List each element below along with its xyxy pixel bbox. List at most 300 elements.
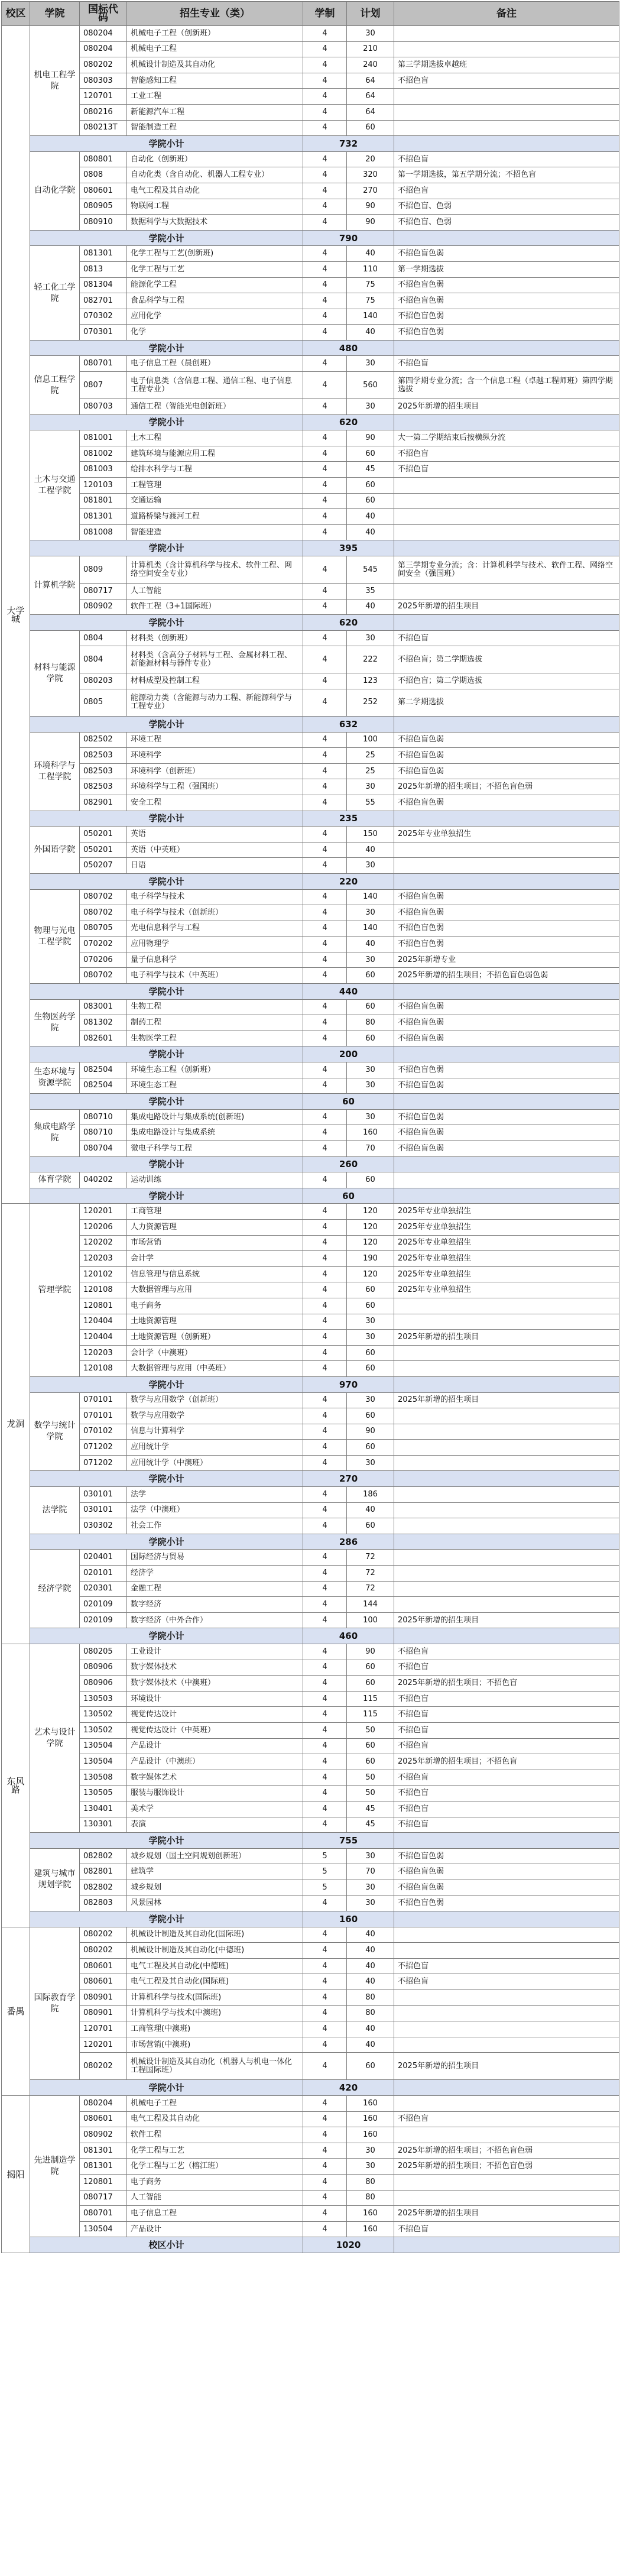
- subtotal-value: 160: [303, 1911, 394, 1927]
- duration-cell: 4: [303, 2111, 347, 2127]
- table-row: [2, 462, 619, 478]
- code-cell: 071202: [80, 1455, 127, 1471]
- duration-cell: 4: [303, 199, 347, 215]
- table-row: [2, 1974, 619, 1990]
- code-cell: 080601: [80, 1958, 127, 1974]
- code-cell: 120108: [80, 1361, 127, 1377]
- duration-cell: 5: [303, 1880, 347, 1895]
- major-cell: 产品设计: [127, 2221, 303, 2237]
- code-cell: 081301: [80, 246, 127, 262]
- code-cell: 081001: [80, 430, 127, 446]
- table-row: [2, 1298, 619, 1314]
- code-cell: 120801: [80, 1298, 127, 1314]
- notes-cell: [394, 2127, 619, 2143]
- table-row: [2, 937, 619, 952]
- code-cell: 080710: [80, 1125, 127, 1141]
- subtotal-notes: [394, 811, 619, 827]
- college-cell: 信息工程学院: [30, 356, 80, 414]
- plan-cell: 60: [347, 120, 394, 136]
- notes-cell: [394, 2190, 619, 2206]
- code-cell: 0813: [80, 261, 127, 277]
- major-cell: 机械设计制造及其自动化(中德班): [127, 1943, 303, 1959]
- notes-cell: 不招色盲: [394, 1770, 619, 1786]
- plan-cell: 115: [347, 1691, 394, 1707]
- duration-cell: 4: [303, 2221, 347, 2237]
- notes-cell: 不招色盲；第二学期选拔: [394, 646, 619, 673]
- duration-cell: 4: [303, 524, 347, 540]
- code-cell: 080204: [80, 26, 127, 42]
- plan-cell: 60: [347, 1518, 394, 1534]
- notes-cell: 不招色盲: [394, 1801, 619, 1817]
- duration-cell: 4: [303, 1361, 347, 1377]
- college-subtotal-row: [2, 230, 619, 246]
- notes-cell: [394, 41, 619, 57]
- duration-cell: 4: [303, 1078, 347, 1094]
- plan-cell: 80: [347, 2175, 394, 2191]
- duration-cell: 4: [303, 1219, 347, 1235]
- plan-cell: 30: [347, 2159, 394, 2175]
- notes-cell: [394, 1990, 619, 2006]
- college-subtotal-row: [2, 1046, 619, 1062]
- notes-cell: 不招色盲: [394, 151, 619, 167]
- major-cell: 电气工程及其自动化(中德班): [127, 1958, 303, 1974]
- code-cell: 120404: [80, 1330, 127, 1346]
- table-row: [2, 999, 619, 1015]
- plan-cell: 30: [347, 399, 394, 415]
- plan-cell: 64: [347, 73, 394, 89]
- table-row: [2, 1487, 619, 1503]
- duration-cell: 4: [303, 1722, 347, 1738]
- notes-cell: 不招色盲色弱: [394, 277, 619, 293]
- major-cell: 给排水科学与工程: [127, 462, 303, 478]
- major-cell: 电子科学与技术（创新班）: [127, 905, 303, 921]
- plan-cell: 60: [347, 1345, 394, 1361]
- plan-cell: 30: [347, 858, 394, 874]
- major-cell: 电子科学与技术: [127, 889, 303, 905]
- duration-cell: 4: [303, 1125, 347, 1141]
- plan-cell: 60: [347, 999, 394, 1015]
- code-cell: 0809: [80, 556, 127, 584]
- code-cell: 120701: [80, 89, 127, 105]
- table-row: [2, 478, 619, 494]
- table-row: [2, 2053, 619, 2080]
- code-cell: 080202: [80, 2053, 127, 2080]
- code-cell: 130401: [80, 1801, 127, 1817]
- code-cell: 081801: [80, 493, 127, 509]
- code-cell: 040202: [80, 1172, 127, 1188]
- notes-cell: 2025年专业单独招生: [394, 827, 619, 843]
- code-cell: 080702: [80, 968, 127, 984]
- header-notes: 备注: [394, 2, 619, 26]
- plan-cell: 190: [347, 1251, 394, 1267]
- duration-cell: 4: [303, 858, 347, 874]
- college-cell: 生态环境与资源学院: [30, 1062, 80, 1094]
- major-cell: 法学（中澳班）: [127, 1502, 303, 1518]
- plan-cell: 30: [347, 630, 394, 646]
- college-cell: 集成电路学院: [30, 1109, 80, 1156]
- subtotal-label: 学院小计: [30, 340, 303, 356]
- code-cell: 080901: [80, 2005, 127, 2021]
- duration-cell: 4: [303, 167, 347, 183]
- notes-cell: 2025年新增的招生项目；不招色盲色弱: [394, 2159, 619, 2175]
- plan-cell: 60: [347, 2053, 394, 2080]
- subtotal-value: 395: [303, 540, 394, 556]
- subtotal-label: 学院小计: [30, 873, 303, 889]
- table-row: [2, 584, 619, 600]
- notes-cell: [394, 524, 619, 540]
- duration-cell: 4: [303, 293, 347, 309]
- major-cell: 机械电子工程: [127, 2096, 303, 2112]
- code-cell: 082502: [80, 732, 127, 748]
- plan-cell: 25: [347, 748, 394, 764]
- table-row: [2, 1660, 619, 1676]
- notes-cell: 第一学期选拔: [394, 261, 619, 277]
- notes-cell: 2025年新增的招生项目: [394, 2206, 619, 2222]
- major-cell: 市场营销: [127, 1235, 303, 1251]
- table-row: [2, 73, 619, 89]
- table-row: [2, 968, 619, 984]
- major-cell: 机械设计制造及其自动化（机器人与机电一体化工程国际班）: [127, 2053, 303, 2080]
- subtotal-notes: [394, 1628, 619, 1644]
- code-cell: 082503: [80, 763, 127, 779]
- subtotal-notes: [394, 1046, 619, 1062]
- code-cell: 082504: [80, 1062, 127, 1078]
- duration-cell: 4: [303, 430, 347, 446]
- table-row: [2, 446, 619, 462]
- code-cell: 080213T: [80, 120, 127, 136]
- code-cell: 030101: [80, 1487, 127, 1503]
- notes-cell: [394, 842, 619, 858]
- notes-cell: 2025年专业单独招生: [394, 1204, 619, 1220]
- plan-cell: 60: [347, 1754, 394, 1770]
- table-row: [2, 905, 619, 921]
- notes-cell: [394, 1408, 619, 1424]
- code-cell: 070302: [80, 309, 127, 325]
- major-cell: 数字媒体艺术: [127, 1770, 303, 1786]
- notes-cell: 2025年新增的招生项目；不招色盲色弱色弱: [394, 968, 619, 984]
- duration-cell: 4: [303, 1345, 347, 1361]
- major-cell: 交通运输: [127, 493, 303, 509]
- notes-cell: [394, 1566, 619, 1582]
- major-cell: 计算机科学与技术(国际班): [127, 1990, 303, 2006]
- duration-cell: 4: [303, 1172, 347, 1188]
- plan-cell: 30: [347, 1895, 394, 1911]
- plan-cell: 90: [347, 1644, 394, 1660]
- subtotal-label: 学院小计: [30, 1833, 303, 1849]
- major-cell: 国际经济与贸易: [127, 1550, 303, 1566]
- duration-cell: 4: [303, 1298, 347, 1314]
- plan-cell: 45: [347, 1817, 394, 1833]
- plan-cell: 110: [347, 261, 394, 277]
- notes-cell: 第一学期选拔，第五学期分流；不招色盲: [394, 167, 619, 183]
- table-row: [2, 952, 619, 968]
- duration-cell: 4: [303, 952, 347, 968]
- subtotal-notes: [394, 2080, 619, 2096]
- college-subtotal-row: [2, 340, 619, 356]
- notes-cell: 2025年新增的招生项目: [394, 2053, 619, 2080]
- plan-cell: 40: [347, 2037, 394, 2053]
- major-cell: 城乡规划（国土空间规划创新班）: [127, 1848, 303, 1864]
- major-cell: 人力资源管理: [127, 1219, 303, 1235]
- table-row: [2, 1141, 619, 1157]
- plan-cell: 64: [347, 89, 394, 105]
- table-row: [2, 763, 619, 779]
- major-cell: 美术学: [127, 1801, 303, 1817]
- code-cell: 080702: [80, 889, 127, 905]
- table-row: [2, 827, 619, 843]
- notes-cell: [394, 1487, 619, 1503]
- college-subtotal-row: [2, 615, 619, 631]
- notes-cell: 2025年新增的招生项目: [394, 1612, 619, 1628]
- notes-cell: [394, 1455, 619, 1471]
- major-cell: 集成电路设计与集成系统(创新班): [127, 1109, 303, 1125]
- table-row: [2, 524, 619, 540]
- notes-cell: 不招色盲: [394, 630, 619, 646]
- duration-cell: 4: [303, 1455, 347, 1471]
- plan-cell: 72: [347, 1581, 394, 1597]
- notes-cell: 不招色盲色弱: [394, 732, 619, 748]
- plan-cell: 40: [347, 842, 394, 858]
- subtotal-label: 学院小计: [30, 811, 303, 827]
- code-cell: 080216: [80, 104, 127, 120]
- subtotal-value: 1020: [303, 2237, 394, 2253]
- plan-cell: 64: [347, 104, 394, 120]
- notes-cell: [394, 1550, 619, 1566]
- plan-cell: 25: [347, 763, 394, 779]
- code-cell: 130301: [80, 1817, 127, 1833]
- notes-cell: [394, 104, 619, 120]
- notes-cell: [394, 1361, 619, 1377]
- table-row: [2, 1722, 619, 1738]
- major-cell: 电气工程及其自动化: [127, 183, 303, 199]
- subtotal-label: 学院小计: [30, 1156, 303, 1172]
- college-subtotal-row: [2, 1188, 619, 1204]
- duration-cell: 4: [303, 1974, 347, 1990]
- table-row: [2, 151, 619, 167]
- college-cell: 土木与交通工程学院: [30, 430, 80, 540]
- major-cell: 电子信息类（含信息工程、通信工程、电子信息工程专业）: [127, 372, 303, 399]
- code-cell: 120404: [80, 1314, 127, 1330]
- subtotal-notes: [394, 1156, 619, 1172]
- table-row: [2, 1581, 619, 1597]
- duration-cell: 4: [303, 41, 347, 57]
- notes-cell: 不招色盲、色弱: [394, 199, 619, 215]
- code-cell: 080601: [80, 1974, 127, 1990]
- major-cell: 大数据管理与应用: [127, 1282, 303, 1298]
- plan-cell: 72: [347, 1550, 394, 1566]
- notes-cell: 不招色盲色弱: [394, 1015, 619, 1031]
- notes-cell: [394, 509, 619, 525]
- duration-cell: 4: [303, 1660, 347, 1676]
- code-cell: 070202: [80, 937, 127, 952]
- notes-cell: 不招色盲色弱: [394, 921, 619, 937]
- code-cell: 0804: [80, 630, 127, 646]
- major-cell: 智能制造工程: [127, 120, 303, 136]
- plan-cell: 30: [347, 1330, 394, 1346]
- subtotal-notes: [394, 1471, 619, 1487]
- code-cell: 050201: [80, 842, 127, 858]
- notes-cell: 不招色盲色弱: [394, 937, 619, 952]
- table-row: [2, 509, 619, 525]
- code-cell: 080601: [80, 183, 127, 199]
- code-cell: 080717: [80, 584, 127, 600]
- college-cell: 管理学院: [30, 1204, 80, 1377]
- notes-cell: 不招色盲色弱: [394, 1078, 619, 1094]
- college-cell: 数学与统计学院: [30, 1392, 80, 1471]
- major-cell: 材料类（创新班）: [127, 630, 303, 646]
- code-cell: 080202: [80, 1943, 127, 1959]
- code-cell: 130503: [80, 1691, 127, 1707]
- table-row: [2, 89, 619, 105]
- table-row: [2, 1440, 619, 1456]
- table-row: [2, 1031, 619, 1046]
- table-row: [2, 325, 619, 341]
- code-cell: 0805: [80, 689, 127, 716]
- duration-cell: 4: [303, 1990, 347, 2006]
- duration-cell: 4: [303, 1943, 347, 1959]
- table-row: [2, 167, 619, 183]
- code-cell: 120102: [80, 1266, 127, 1282]
- code-cell: 082802: [80, 1848, 127, 1864]
- major-cell: 环境工程: [127, 732, 303, 748]
- plan-cell: 75: [347, 277, 394, 293]
- table-row: [2, 246, 619, 262]
- plan-cell: 40: [347, 325, 394, 341]
- table-row: [2, 1644, 619, 1660]
- major-cell: 金融工程: [127, 1581, 303, 1597]
- major-cell: 土地资源管理: [127, 1314, 303, 1330]
- major-cell: 电气工程及其自动化: [127, 2111, 303, 2127]
- notes-cell: [394, 1581, 619, 1597]
- duration-cell: 4: [303, 1927, 347, 1943]
- plan-cell: 80: [347, 2190, 394, 2206]
- table-row: [2, 732, 619, 748]
- duration-cell: 4: [303, 1235, 347, 1251]
- subtotal-notes: [394, 873, 619, 889]
- duration-cell: 4: [303, 73, 347, 89]
- college-subtotal-row: [2, 414, 619, 430]
- plan-cell: 545: [347, 556, 394, 584]
- notes-cell: [394, 26, 619, 42]
- college-subtotal-row: [2, 1833, 619, 1849]
- duration-cell: 4: [303, 1408, 347, 1424]
- duration-cell: 4: [303, 905, 347, 921]
- duration-cell: 4: [303, 763, 347, 779]
- plan-cell: 123: [347, 673, 394, 689]
- duration-cell: 4: [303, 399, 347, 415]
- college-cell: 自动化学院: [30, 151, 80, 230]
- notes-cell: 不招色盲: [394, 1644, 619, 1660]
- table-row: [2, 1330, 619, 1346]
- table-row: [2, 1424, 619, 1440]
- plan-cell: 120: [347, 1204, 394, 1220]
- table-row: [2, 1125, 619, 1141]
- notes-cell: 不招色盲色弱: [394, 325, 619, 341]
- plan-cell: 60: [347, 1031, 394, 1046]
- major-cell: 电子信息工程（晨创班）: [127, 356, 303, 372]
- code-cell: 080202: [80, 1927, 127, 1943]
- code-cell: 080204: [80, 2096, 127, 2112]
- table-row: [2, 889, 619, 905]
- code-cell: 083001: [80, 999, 127, 1015]
- plan-cell: 100: [347, 1612, 394, 1628]
- table-row: [2, 1817, 619, 1833]
- plan-cell: 30: [347, 356, 394, 372]
- duration-cell: 4: [303, 732, 347, 748]
- table-row: [2, 1676, 619, 1692]
- subtotal-label: 学院小计: [30, 716, 303, 732]
- notes-cell: 2025年新增的招生项目；不招色盲: [394, 1676, 619, 1692]
- code-cell: 082504: [80, 1078, 127, 1094]
- major-cell: 土地资源管理（创新班）: [127, 1330, 303, 1346]
- duration-cell: 4: [303, 1141, 347, 1157]
- subtotal-label: 学院小计: [30, 136, 303, 152]
- duration-cell: 4: [303, 1502, 347, 1518]
- table-row: [2, 1770, 619, 1786]
- table-row: [2, 2143, 619, 2159]
- code-cell: 050201: [80, 827, 127, 843]
- code-cell: 120801: [80, 2175, 127, 2191]
- major-cell: 生物医学工程: [127, 1031, 303, 1046]
- code-cell: 082803: [80, 1895, 127, 1911]
- duration-cell: 4: [303, 1487, 347, 1503]
- duration-cell: 4: [303, 1895, 347, 1911]
- notes-cell: 不招色盲: [394, 183, 619, 199]
- code-cell: 080705: [80, 921, 127, 937]
- duration-cell: 4: [303, 57, 347, 73]
- subtotal-value: 480: [303, 340, 394, 356]
- plan-cell: 72: [347, 1566, 394, 1582]
- subtotal-notes: [394, 340, 619, 356]
- notes-cell: 不招色盲色弱: [394, 1109, 619, 1125]
- plan-cell: 210: [347, 41, 394, 57]
- college-subtotal-row: [2, 1911, 619, 1927]
- duration-cell: 4: [303, 26, 347, 42]
- plan-cell: 50: [347, 1722, 394, 1738]
- notes-cell: 不招色盲色弱: [394, 1848, 619, 1864]
- table-row: [2, 1738, 619, 1754]
- code-cell: 130505: [80, 1786, 127, 1801]
- plan-cell: 30: [347, 779, 394, 795]
- plan-cell: 270: [347, 183, 394, 199]
- duration-cell: 4: [303, 1314, 347, 1330]
- major-cell: 会计学: [127, 1251, 303, 1267]
- code-cell: 071202: [80, 1440, 127, 1456]
- major-cell: 电子商务: [127, 1298, 303, 1314]
- college-subtotal-row: [2, 2237, 619, 2253]
- table-row: [2, 41, 619, 57]
- code-cell: 080202: [80, 57, 127, 73]
- code-cell: 080703: [80, 399, 127, 415]
- notes-cell: [394, 1345, 619, 1361]
- college-subtotal-row: [2, 716, 619, 732]
- major-cell: 量子信息科学: [127, 952, 303, 968]
- duration-cell: 4: [303, 2190, 347, 2206]
- plan-cell: 90: [347, 215, 394, 231]
- code-cell: 080704: [80, 1141, 127, 1157]
- table-row: [2, 261, 619, 277]
- duration-cell: 4: [303, 968, 347, 984]
- table-row: [2, 599, 619, 615]
- duration-cell: 4: [303, 462, 347, 478]
- major-cell: 环境科学（创新班）: [127, 763, 303, 779]
- code-cell: 081301: [80, 2159, 127, 2175]
- major-cell: 环境科学: [127, 748, 303, 764]
- major-cell: 表演: [127, 1817, 303, 1833]
- major-cell: 微电子科学与工程: [127, 1141, 303, 1157]
- notes-cell: 不招色盲；第二学期选拔: [394, 673, 619, 689]
- notes-cell: 2025年专业单独招生: [394, 1266, 619, 1282]
